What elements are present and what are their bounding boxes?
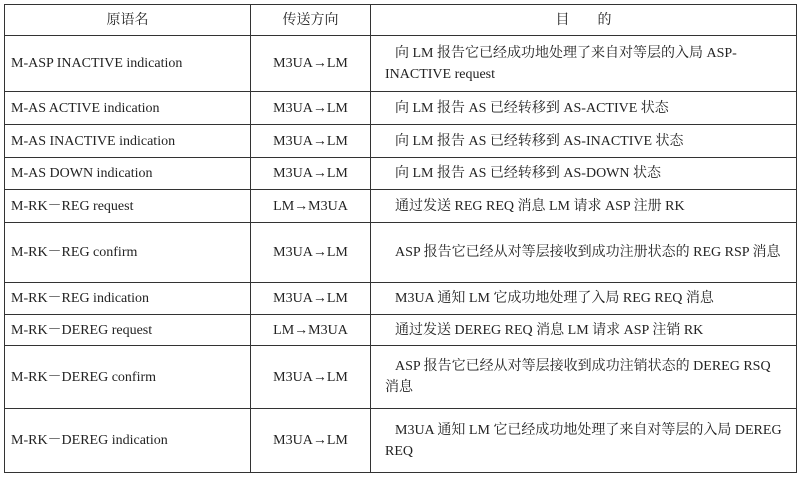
purpose-text: ASP 报告它已经从对等层接收到成功注册状态的 REG RSP 消息 xyxy=(371,223,797,283)
table-row xyxy=(5,92,797,125)
table-row xyxy=(5,315,797,346)
transfer-direction: M3UA→LM xyxy=(251,92,371,125)
table-row xyxy=(5,125,797,158)
table-row xyxy=(5,409,797,473)
table-row xyxy=(5,283,797,315)
transfer-direction: M3UA→LM xyxy=(251,158,371,190)
primitive-name: M-ASP INACTIVE indication xyxy=(5,36,251,92)
primitive-name: M-RK－REG request xyxy=(5,190,251,223)
header-purpose: 目 的 xyxy=(371,5,797,36)
primitives-table xyxy=(4,4,797,473)
transfer-direction: LM→M3UA xyxy=(251,190,371,223)
transfer-direction: M3UA→LM xyxy=(251,125,371,158)
transfer-direction: M3UA→LM xyxy=(251,36,371,92)
purpose-text: M3UA 通知 LM 它已经成功地处理了来自对等层的入局 DEREG REQ xyxy=(371,409,797,473)
table-row xyxy=(5,36,797,92)
transfer-direction: M3UA→LM xyxy=(251,409,371,473)
table-header-row xyxy=(5,5,797,36)
purpose-text: 向 LM 报告 AS 已经转移到 AS-INACTIVE 状态 xyxy=(371,125,797,158)
header-name: 原语名 xyxy=(5,5,251,36)
purpose-text: 向 LM 报告它已经成功地处理了来自对等层的入局 ASP-INACTIVE request xyxy=(371,36,797,92)
transfer-direction: M3UA→LM xyxy=(251,283,371,315)
purpose-text: 通过发送 REG REQ 消息 LM 请求 ASP 注册 RK xyxy=(371,190,797,223)
primitive-name: M-RK－REG indication xyxy=(5,283,251,315)
primitive-name: M-RK－DEREG request xyxy=(5,315,251,346)
primitive-name: M-RK－REG confirm xyxy=(5,223,251,283)
transfer-direction: M3UA→LM xyxy=(251,346,371,409)
purpose-text: 通过发送 DEREG REQ 消息 LM 请求 ASP 注销 RK xyxy=(371,315,797,346)
transfer-direction: LM→M3UA xyxy=(251,315,371,346)
primitive-name: M-AS INACTIVE indication xyxy=(5,125,251,158)
purpose-text: 向 LM 报告 AS 已经转移到 AS-DOWN 状态 xyxy=(371,158,797,190)
transfer-direction: M3UA→LM xyxy=(251,223,371,283)
purpose-text: M3UA 通知 LM 它成功地处理了入局 REG REQ 消息 xyxy=(371,283,797,315)
table-row xyxy=(5,223,797,283)
primitive-name: M-RK－DEREG confirm xyxy=(5,346,251,409)
primitive-name: M-AS ACTIVE indication xyxy=(5,92,251,125)
table-row xyxy=(5,190,797,223)
primitive-name: M-AS DOWN indication xyxy=(5,158,251,190)
table-row xyxy=(5,158,797,190)
purpose-text: 向 LM 报告 AS 已经转移到 AS-ACTIVE 状态 xyxy=(371,92,797,125)
primitive-name: M-RK－DEREG indication xyxy=(5,409,251,473)
purpose-text: ASP 报告它已经从对等层接收到成功注销状态的 DEREG RSQ 消息 xyxy=(371,346,797,409)
header-direction: 传送方向 xyxy=(251,5,371,36)
table-row xyxy=(5,346,797,409)
